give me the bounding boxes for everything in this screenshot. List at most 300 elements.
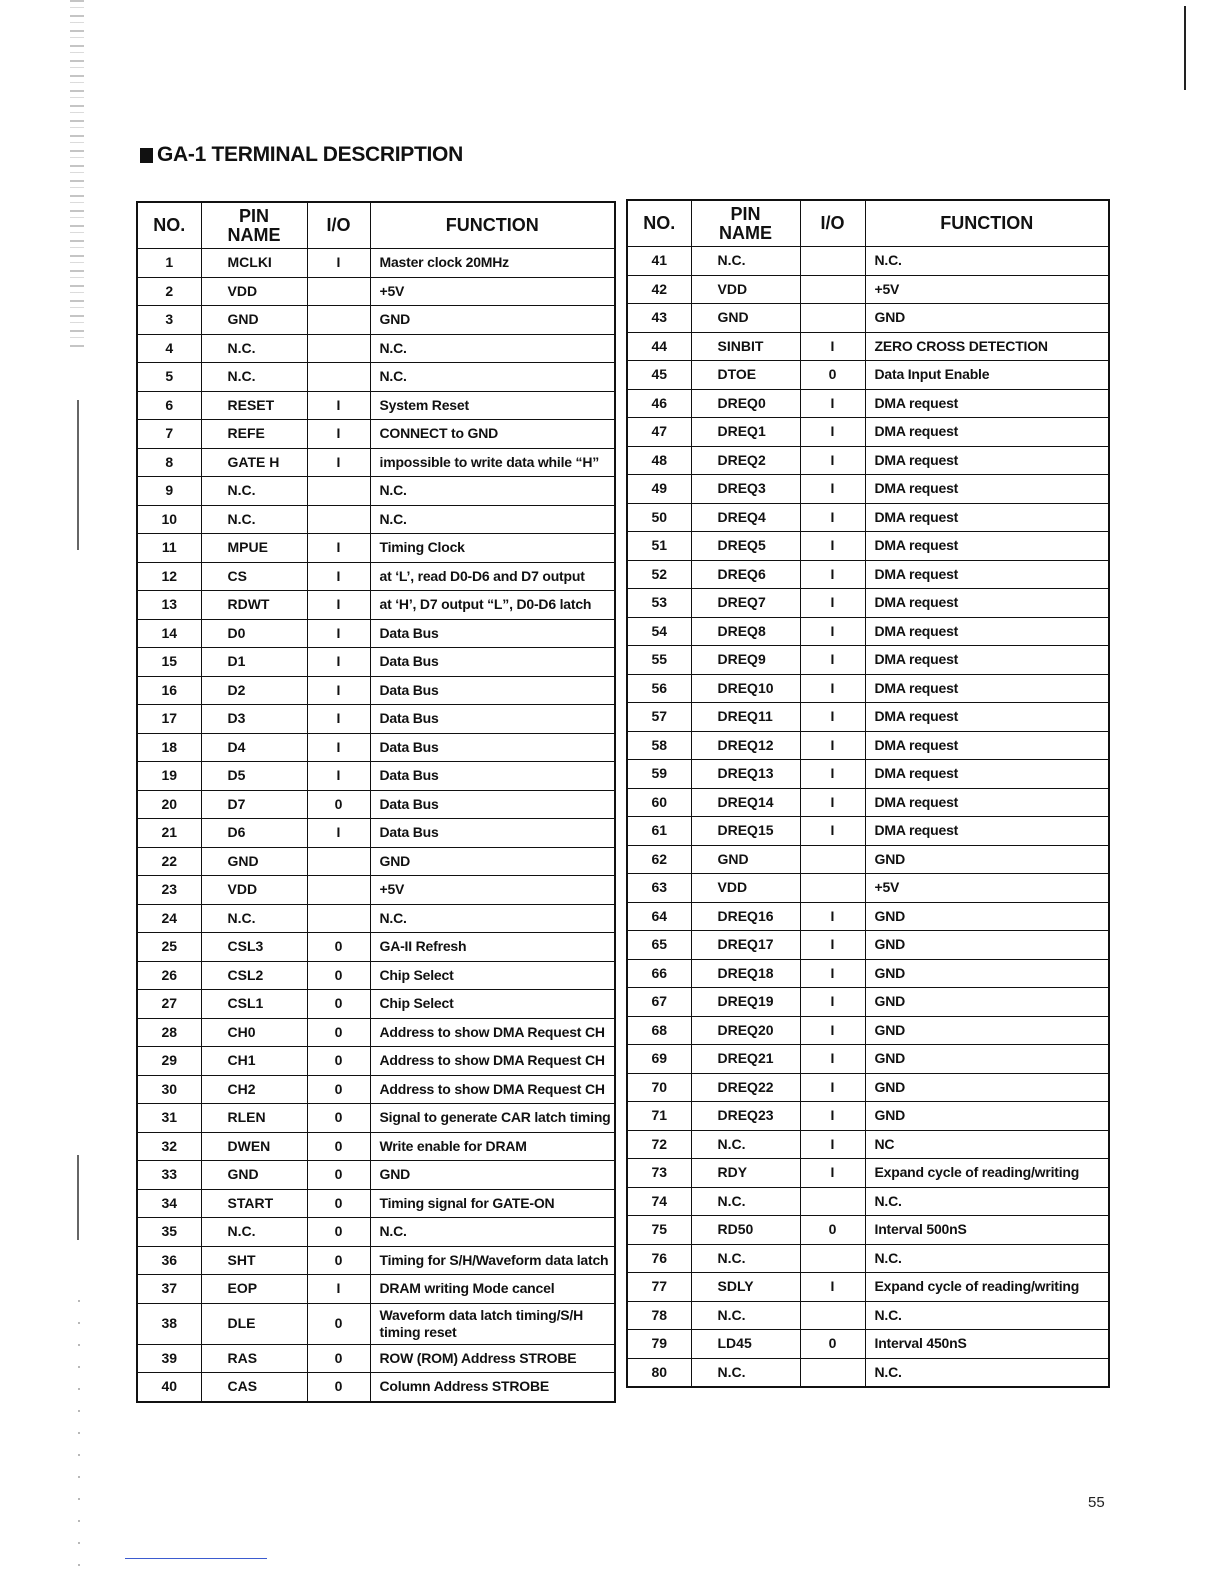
io-cell [307,847,370,876]
io-cell: I [307,619,370,648]
pin-number-cell: 76 [627,1244,691,1273]
function-cell: at ‘H’, D7 output “L”, D0-D6 latch [370,591,615,620]
function-cell: Timing Clock [370,534,615,563]
table-row [137,1161,615,1190]
io-cell [307,477,370,506]
function-cell: N.C. [370,477,615,506]
table-row [627,389,1109,418]
io-cell [307,505,370,534]
function-cell: +5V [865,275,1109,304]
function-cell: DMA request [865,731,1109,760]
io-cell: I [800,503,865,532]
table-row [627,1159,1109,1188]
function-cell: GND [865,902,1109,931]
pin-name-cell: DREQ2 [691,446,800,475]
pin-name-cell: GND [691,845,800,874]
table-row [627,874,1109,903]
function-cell: Chip Select [370,990,615,1019]
pin-number-cell: 55 [627,646,691,675]
footer-rule [125,1558,267,1559]
page-title-text: GA-1 TERMINAL DESCRIPTION [157,143,463,166]
pin-name-cell: DREQ22 [691,1073,800,1102]
pin-number-cell: 52 [627,560,691,589]
pin-number-cell: 5 [137,363,201,392]
pin-name-cell: N.C. [201,1218,307,1247]
table-row [137,363,615,392]
pin-number-cell: 46 [627,389,691,418]
pin-name-cell: GND [201,1161,307,1190]
io-cell: I [800,646,865,675]
table-row [137,1218,615,1247]
pin-name-cell: DREQ18 [691,959,800,988]
table-row [627,1216,1109,1245]
function-cell: DMA request [865,532,1109,561]
pin-name-cell: RLEN [201,1104,307,1133]
pin-name-cell: CSL2 [201,961,307,990]
function-cell: GND [865,959,1109,988]
pin-name-cell: SHT [201,1246,307,1275]
pin-name-cell: DREQ21 [691,1045,800,1074]
function-cell: DMA request [865,475,1109,504]
table-row [137,448,615,477]
io-cell: I [800,674,865,703]
table-row [137,1075,615,1104]
pin-number-cell: 71 [627,1102,691,1131]
bullet-square-icon [140,148,153,163]
function-cell: DMA request [865,703,1109,732]
function-cell: Address to show DMA Request CH [370,1018,615,1047]
io-cell: I [800,1159,865,1188]
pin-name-cell: DREQ12 [691,731,800,760]
pin-number-cell: 37 [137,1275,201,1304]
pin-number-cell: 27 [137,990,201,1019]
table-row [627,817,1109,846]
pin-name-cell: D5 [201,762,307,791]
table-row [627,446,1109,475]
table-row [627,1358,1109,1387]
pin-number-cell: 24 [137,904,201,933]
pin-number-cell: 72 [627,1130,691,1159]
pin-name-cell: DREQ0 [691,389,800,418]
pin-number-cell: 22 [137,847,201,876]
pin-name-cell: SDLY [691,1273,800,1302]
pin-name-cell: DREQ16 [691,902,800,931]
io-cell: 0 [307,990,370,1019]
table-row [137,847,615,876]
function-cell: Data Bus [370,676,615,705]
io-cell: 0 [307,1303,370,1344]
header-no: NO. [137,202,201,249]
io-cell [307,334,370,363]
pin-name-cell: VDD [201,876,307,905]
pin-number-cell: 38 [137,1303,201,1344]
header-io: I/O [800,200,865,247]
pin-name-cell: DREQ11 [691,703,800,732]
table-row [627,560,1109,589]
io-cell: I [800,959,865,988]
function-cell: Expand cycle of reading/writing [865,1273,1109,1302]
pin-number-cell: 29 [137,1047,201,1076]
pin-name-cell: D3 [201,705,307,734]
terminal-table-left [136,201,616,1403]
table-row [137,505,615,534]
pin-name-cell: DREQ10 [691,674,800,703]
function-cell: GND [865,1102,1109,1131]
pin-number-cell: 63 [627,874,691,903]
table-row [137,705,615,734]
pin-name-cell: N.C. [691,1187,800,1216]
pin-number-cell: 19 [137,762,201,791]
table-header-row [137,202,615,249]
pin-name-cell: GND [201,306,307,335]
table-row [137,819,615,848]
pin-name-cell: DREQ4 [691,503,800,532]
table-row [627,617,1109,646]
scan-artifact-dots [78,1300,80,1570]
pin-number-cell: 48 [627,446,691,475]
io-cell: I [800,589,865,618]
pin-number-cell: 49 [627,475,691,504]
pin-name-cell: DREQ23 [691,1102,800,1131]
table-row [137,619,615,648]
table-row [137,562,615,591]
io-cell: I [307,733,370,762]
pin-name-cell: VDD [691,874,800,903]
table-row [627,532,1109,561]
pin-number-cell: 15 [137,648,201,677]
function-cell: Waveform data latch timing/S/H timing reset [370,1303,615,1344]
function-cell: GND [865,988,1109,1017]
io-cell [307,306,370,335]
table-row [627,475,1109,504]
pin-name-cell: DREQ5 [691,532,800,561]
io-cell: I [800,332,865,361]
function-cell: ROW (ROM) Address STROBE [370,1344,615,1373]
pin-name-cell: DTOE [691,361,800,390]
pin-name-cell: DREQ8 [691,617,800,646]
header-pin-name: PIN NAME [691,200,800,247]
pin-number-cell: 17 [137,705,201,734]
io-cell: I [800,617,865,646]
function-cell: DMA request [865,589,1109,618]
function-cell: N.C. [370,334,615,363]
pin-name-cell: DREQ9 [691,646,800,675]
pin-number-cell: 56 [627,674,691,703]
function-cell: GND [865,1045,1109,1074]
table-row [137,591,615,620]
function-cell: Data Bus [370,733,615,762]
table-row [627,703,1109,732]
pin-name-cell: RAS [201,1344,307,1373]
io-cell: 0 [307,1189,370,1218]
pin-name-cell: CH1 [201,1047,307,1076]
pin-name-cell: CAS [201,1373,307,1402]
function-cell: Interval 450nS [865,1330,1109,1359]
pin-number-cell: 9 [137,477,201,506]
pin-number-cell: 74 [627,1187,691,1216]
pin-name-cell: DREQ13 [691,760,800,789]
io-cell: I [800,760,865,789]
pin-name-cell: GND [201,847,307,876]
table-row [137,534,615,563]
pin-name-cell: DREQ20 [691,1016,800,1045]
table-row [627,1073,1109,1102]
table-row [627,674,1109,703]
table-row [137,733,615,762]
table-row [627,1102,1109,1131]
io-cell [800,845,865,874]
io-cell: 0 [307,1047,370,1076]
io-cell: I [800,1073,865,1102]
io-cell: I [307,1275,370,1304]
function-cell: DMA request [865,560,1109,589]
io-cell: I [800,988,865,1017]
function-cell: N.C. [865,247,1109,276]
pin-name-cell: REFE [201,420,307,449]
pin-number-cell: 54 [627,617,691,646]
function-cell: Column Address STROBE [370,1373,615,1402]
function-cell: Timing for S/H/Waveform data latch [370,1246,615,1275]
table-row [137,933,615,962]
table-row [137,790,615,819]
function-cell: NC [865,1130,1109,1159]
pin-name-cell: GND [691,304,800,333]
table-row [137,1275,615,1304]
io-cell: I [800,1016,865,1045]
function-cell: Data Bus [370,762,615,791]
function-cell: GND [370,847,615,876]
pin-number-cell: 62 [627,845,691,874]
pin-number-cell: 4 [137,334,201,363]
header-io: I/O [307,202,370,249]
function-cell: Interval 500nS [865,1216,1109,1245]
pin-number-cell: 26 [137,961,201,990]
table-row [137,990,615,1019]
pin-number-cell: 59 [627,760,691,789]
function-cell: GND [370,1161,615,1190]
pin-name-cell: DLE [201,1303,307,1344]
pin-name-cell: RDWT [201,591,307,620]
function-cell: Data Bus [370,790,615,819]
pin-number-cell: 18 [137,733,201,762]
pin-number-cell: 14 [137,619,201,648]
function-cell: GND [865,931,1109,960]
pin-name-cell: DREQ3 [691,475,800,504]
function-cell: Address to show DMA Request CH [370,1047,615,1076]
io-cell [800,1187,865,1216]
pin-number-cell: 1 [137,249,201,278]
table-row [627,1301,1109,1330]
pin-name-cell: EOP [201,1275,307,1304]
io-cell [800,1301,865,1330]
scan-artifact-line [77,400,79,550]
pin-number-cell: 75 [627,1216,691,1245]
function-cell: CONNECT to GND [370,420,615,449]
table-row [137,334,615,363]
pin-name-cell: MPUE [201,534,307,563]
table-row [137,277,615,306]
io-cell: 0 [307,1132,370,1161]
table-row [137,1189,615,1218]
pin-name-cell: MCLKI [201,249,307,278]
io-cell: I [307,249,370,278]
table-row [627,503,1109,532]
scan-artifact-line [77,1155,79,1240]
function-cell: DMA request [865,760,1109,789]
function-cell: Data Bus [370,705,615,734]
function-cell: N.C. [370,505,615,534]
table-row [137,876,615,905]
pin-number-cell: 30 [137,1075,201,1104]
pin-name-cell: CH0 [201,1018,307,1047]
pin-number-cell: 6 [137,391,201,420]
scan-artifact-strip [70,0,84,352]
table-row [627,931,1109,960]
table-row [137,1047,615,1076]
io-cell: I [307,705,370,734]
pin-name-cell: D4 [201,733,307,762]
scan-artifact-line [1184,6,1186,90]
table-row [137,249,615,278]
io-cell: 0 [307,961,370,990]
io-cell: 0 [307,1018,370,1047]
io-cell: I [800,817,865,846]
io-cell [307,876,370,905]
function-cell: GND [370,306,615,335]
pin-number-cell: 13 [137,591,201,620]
pin-number-cell: 28 [137,1018,201,1047]
pin-name-cell: DWEN [201,1132,307,1161]
function-cell: System Reset [370,391,615,420]
pin-name-cell: D1 [201,648,307,677]
function-cell: GND [865,1016,1109,1045]
pin-name-cell: N.C. [201,363,307,392]
pin-name-cell: N.C. [691,1130,800,1159]
pin-name-cell: GATE H [201,448,307,477]
page-number: 55 [1088,1494,1105,1511]
pin-name-cell: DREQ1 [691,418,800,447]
io-cell: I [307,676,370,705]
pin-number-cell: 31 [137,1104,201,1133]
io-cell [800,1358,865,1387]
function-cell: GND [865,304,1109,333]
table-row [627,589,1109,618]
pin-number-cell: 16 [137,676,201,705]
table-row [137,676,615,705]
pin-name-cell: DREQ19 [691,988,800,1017]
table-row [137,762,615,791]
header-pin-name: PIN NAME [201,202,307,249]
pin-name-cell: N.C. [201,477,307,506]
io-cell: 0 [307,1218,370,1247]
table-row [627,646,1109,675]
io-cell: I [800,560,865,589]
function-cell: Data Bus [370,819,615,848]
table-row [627,902,1109,931]
function-cell: +5V [865,874,1109,903]
table-row [137,1246,615,1275]
pin-number-cell: 40 [137,1373,201,1402]
io-cell [800,1244,865,1273]
pin-number-cell: 23 [137,876,201,905]
pin-number-cell: 80 [627,1358,691,1387]
function-cell: Write enable for DRAM [370,1132,615,1161]
pin-number-cell: 60 [627,788,691,817]
io-cell: I [307,420,370,449]
table-row [627,959,1109,988]
io-cell: I [800,1102,865,1131]
io-cell: I [307,762,370,791]
io-cell: I [800,788,865,817]
io-cell: I [800,1273,865,1302]
function-cell: Master clock 20MHz [370,249,615,278]
function-cell: DMA request [865,418,1109,447]
table-row [137,904,615,933]
pin-name-cell: DREQ6 [691,560,800,589]
table-row [627,418,1109,447]
pin-name-cell: START [201,1189,307,1218]
io-cell [307,904,370,933]
table-row [627,988,1109,1017]
pin-name-cell: N.C. [691,247,800,276]
function-cell: N.C. [370,363,615,392]
function-cell: N.C. [865,1358,1109,1387]
pin-number-cell: 34 [137,1189,201,1218]
pin-number-cell: 78 [627,1301,691,1330]
pin-number-cell: 32 [137,1132,201,1161]
pin-number-cell: 8 [137,448,201,477]
function-cell: N.C. [865,1244,1109,1273]
io-cell: I [800,902,865,931]
io-cell: I [800,418,865,447]
table-row [137,1018,615,1047]
io-cell [800,874,865,903]
function-cell: +5V [370,277,615,306]
pin-number-cell: 42 [627,275,691,304]
io-cell: 0 [307,1161,370,1190]
function-cell: Chip Select [370,961,615,990]
pin-number-cell: 41 [627,247,691,276]
io-cell: I [307,591,370,620]
pin-number-cell: 39 [137,1344,201,1373]
io-cell [307,277,370,306]
function-cell: N.C. [865,1187,1109,1216]
function-cell: +5V [370,876,615,905]
pin-name-cell: N.C. [201,505,307,534]
pin-number-cell: 12 [137,562,201,591]
io-cell: I [800,931,865,960]
function-cell: N.C. [865,1301,1109,1330]
function-cell: Timing signal for GATE-ON [370,1189,615,1218]
io-cell [800,247,865,276]
io-cell: I [307,534,370,563]
table-row [627,1016,1109,1045]
function-cell: Signal to generate CAR latch timing [370,1104,615,1133]
pin-number-cell: 58 [627,731,691,760]
function-cell: N.C. [370,1218,615,1247]
pin-name-cell: RESET [201,391,307,420]
pin-name-cell: CSL1 [201,990,307,1019]
io-cell: 0 [307,1075,370,1104]
function-cell: GA-II Refresh [370,933,615,962]
pin-name-cell: D6 [201,819,307,848]
pin-name-cell: D2 [201,676,307,705]
io-cell [800,304,865,333]
table-row [137,391,615,420]
pin-number-cell: 53 [627,589,691,618]
io-cell [307,363,370,392]
table-row [137,1373,615,1402]
